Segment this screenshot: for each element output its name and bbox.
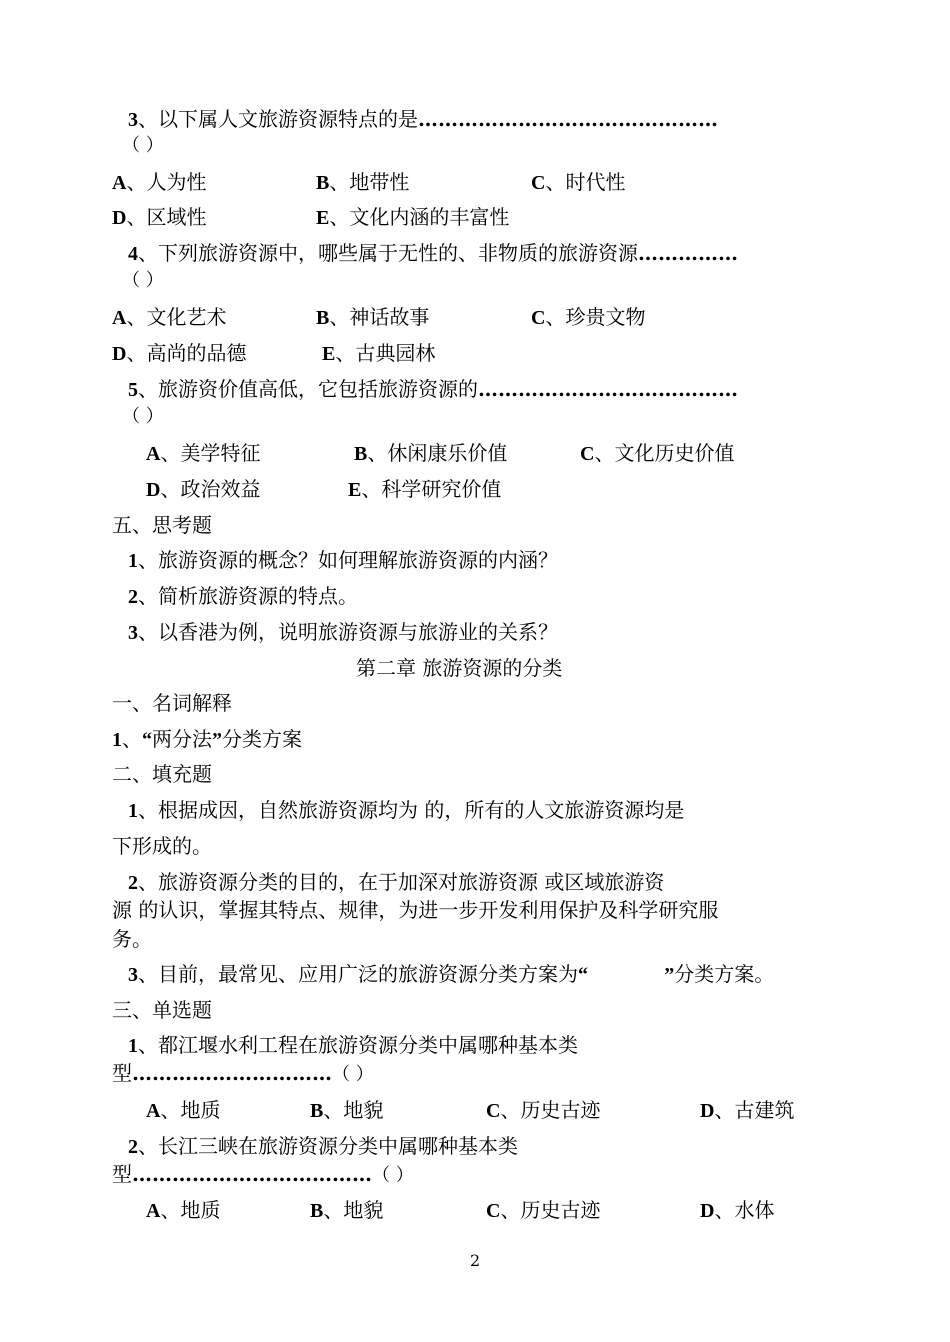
question-number: 4 — [128, 243, 138, 265]
thinking-question-2: 2、简析旅游资源的特点。 — [128, 584, 358, 608]
option-b: B、地貌 — [310, 1198, 384, 1222]
fill-question-1: 1、根据成因，自然旅游资源均为 的，所有的人文旅游资源均是 — [128, 798, 685, 822]
leader-dots: …………… — [638, 241, 738, 265]
option-b: B、神话故事 — [316, 305, 430, 329]
question-text: 、以下属人文旅游资源特点的是 — [138, 107, 418, 131]
fill-question-1-cont: 下形成的。 — [112, 834, 212, 858]
option-a: A、美学特征 — [146, 441, 261, 465]
section-heading: 一、名词解释 — [112, 691, 232, 715]
thinking-question-1: 1、旅游资源的概念？如何理解旅游资源的内涵？ — [128, 548, 558, 572]
option-a: A、文化艺术 — [112, 305, 227, 329]
question-4-line — [128, 240, 738, 267]
option-c: C、时代性 — [531, 170, 626, 194]
leader-dots: ………………………………… — [478, 377, 738, 401]
chapter-title: 第二章 旅游资源的分类 — [356, 656, 563, 680]
option-c: C、历史古迹 — [486, 1098, 601, 1122]
option-c: C、文化历史价值 — [580, 441, 735, 465]
option-d: D、水体 — [700, 1198, 775, 1222]
option-e: E、古典园林 — [322, 341, 436, 365]
leader-dots: ……………………………………… — [418, 107, 718, 131]
option-d: D、区域性 — [112, 205, 207, 229]
choice-question-1-cont: 型…………………………（ ） — [112, 1061, 374, 1085]
option-c: C、珍贵文物 — [531, 305, 646, 329]
option-a: A、地质 — [146, 1098, 221, 1122]
option-e: E、科学研究价值 — [348, 477, 502, 501]
option-d: D、高尚的品德 — [112, 341, 247, 365]
fill-question-3: 3、目前，最常见、应用广泛的旅游资源分类方案为“ ”分类方案。 — [128, 962, 775, 986]
section-heading: 二、填充题 — [112, 762, 212, 786]
option-d: D、古建筑 — [700, 1098, 795, 1122]
option-c: C、历史古迹 — [486, 1198, 601, 1222]
section-heading: 五、思考题 — [112, 513, 212, 537]
fill-question-2-cont: 源 的认识，掌握其特点、规律，为进一步开发利用保护及科学研究服 — [112, 898, 719, 922]
answer-parentheses: （ ） — [122, 406, 164, 427]
fill-question-2: 2、旅游资源分类的目的，在于加深对旅游资源 或区域旅游资 — [128, 870, 665, 894]
choice-question-2-cont: 型………………………………（ ） — [112, 1162, 414, 1186]
answer-parentheses: （ ） — [122, 135, 164, 156]
question-number: 3 — [128, 109, 138, 131]
option-a: A、地质 — [146, 1198, 221, 1222]
question-number: 5 — [128, 379, 138, 401]
section-heading: 三、单选题 — [112, 998, 212, 1022]
question-5-line — [128, 376, 738, 403]
option-b: B、休闲康乐价值 — [354, 441, 508, 465]
question-text: 、下列旅游资源中，哪些属于无性的、非物质的旅游资源 — [138, 241, 638, 265]
question-3-line — [128, 106, 718, 133]
option-b: B、地带性 — [316, 170, 410, 194]
choice-question-1: 1、都江堰水利工程在旅游资源分类中属哪种基本类 — [128, 1033, 578, 1057]
term-question-1: 1、“两分法”分类方案 — [112, 727, 302, 751]
option-a: A、人为性 — [112, 170, 207, 194]
choice-question-2: 2、长江三峡在旅游资源分类中属哪种基本类 — [128, 1134, 518, 1158]
option-b: B、地貌 — [310, 1098, 384, 1122]
page-number: 2 — [470, 1251, 481, 1270]
option-e: E、文化内涵的丰富性 — [316, 205, 510, 229]
question-text: 、旅游资价值高低，它包括旅游资源的 — [138, 377, 478, 401]
fill-question-2-cont: 务。 — [112, 927, 152, 951]
thinking-question-3: 3、以香港为例，说明旅游资源与旅游业的关系？ — [128, 620, 558, 644]
option-d: D、政治效益 — [146, 477, 261, 501]
answer-parentheses: （ ） — [122, 270, 164, 291]
